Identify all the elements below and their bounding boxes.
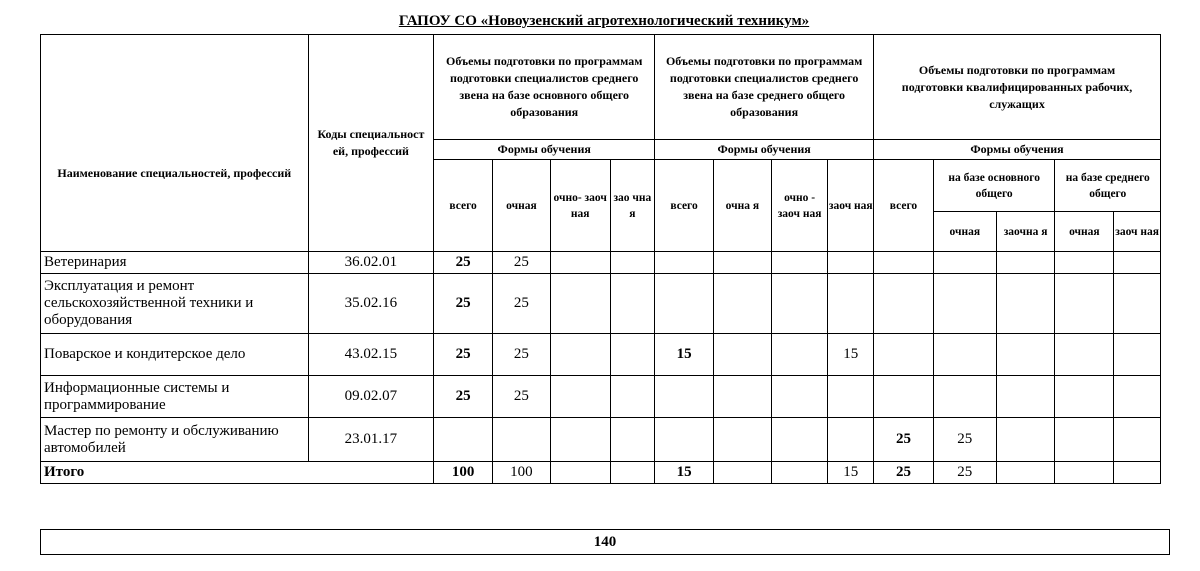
table-row [41,274,1161,334]
cell [1055,252,1114,274]
col-g1-distance: зао чна я [610,160,655,252]
cell [550,252,610,274]
cell [713,334,771,376]
cell: 15 [828,462,874,484]
cell: 100 [493,462,551,484]
cell [550,418,610,462]
forms-header-1: Формы обучения [434,140,655,160]
cell [1114,274,1161,334]
cell [550,376,610,418]
table-row [41,334,1161,376]
cell [874,252,934,274]
cell [610,252,655,274]
col-g3-base-basic: на базе основного общего [933,160,1055,212]
col-g3-base-secondary: на базе среднего общего [1055,160,1161,212]
row-code: 36.02.01 [308,252,434,274]
cell [771,252,828,274]
cell [828,252,874,274]
col-g3-basic-distance: заочна я [996,212,1055,252]
cell: 100 [434,462,493,484]
cell [996,334,1055,376]
cell [828,418,874,462]
row-name: Мастер по ремонту и обслуживанию автомобилей [41,418,309,462]
cell [610,334,655,376]
header-group-workers: Объемы подготовки по программам подготовки квалифицированных рабочих, служащих [874,35,1161,140]
cell [996,376,1055,418]
cell: 15 [655,462,714,484]
cell [933,334,996,376]
cell [996,252,1055,274]
cell [874,334,934,376]
table-row [41,376,1161,418]
cell [1055,274,1114,334]
cell: 25 [874,418,934,462]
col-g1-fulltime: очная [493,160,551,252]
cell [550,334,610,376]
cell [493,418,551,462]
cell [610,376,655,418]
col-g2-parttime: очно - заоч ная [771,160,828,252]
cell [996,418,1055,462]
col-g2-distance: заоч ная [828,160,874,252]
row-name: Поварское и кондитерское дело [41,334,309,376]
cell [1114,376,1161,418]
cell [771,376,828,418]
col-g1-total: всего [434,160,493,252]
forms-header-3: Формы обучения [874,140,1161,160]
cell [933,376,996,418]
header-group-basic: Объемы подготовки по программам подготовки специалистов среднего звена на базе основного общего образования [434,35,655,140]
cell: 25 [493,274,551,334]
cell: 25 [434,334,493,376]
cell [655,274,714,334]
row-code: 23.01.17 [308,418,434,462]
cell [828,376,874,418]
col-g2-fulltime: очна я [713,160,771,252]
cell [1114,462,1161,484]
cell [771,334,828,376]
cell [828,274,874,334]
grand-total-table [40,529,1170,555]
cell [874,376,934,418]
cell: 25 [434,274,493,334]
cell [1055,376,1114,418]
cell [1114,334,1161,376]
cell: 25 [493,376,551,418]
cell [1055,418,1114,462]
training-volume-table [40,34,1161,484]
cell [771,418,828,462]
col-g3-total: всего [874,160,934,252]
cell [434,418,493,462]
cell [655,376,714,418]
cell [550,462,610,484]
table-row [41,252,1161,274]
cell [1055,462,1114,484]
cell [996,462,1055,484]
table-row [41,418,1161,462]
cell [1055,334,1114,376]
cell: 25 [874,462,934,484]
cell [655,418,714,462]
col-g2-total: всего [655,160,714,252]
row-name: Эксплуатация и ремонт сельскохозяйственной техники и оборудования [41,274,309,334]
header-name: Наименование специальностей, профессий [41,35,309,252]
cell [1114,418,1161,462]
cell [713,274,771,334]
cell [713,252,771,274]
cell [771,274,828,334]
col-g3-secondary-distance: заоч ная [1114,212,1161,252]
cell: 25 [493,252,551,274]
cell [996,274,1055,334]
header-group-secondary: Объемы подготовки по программам подготовки специалистов среднего звена на базе среднего общего образования [655,35,874,140]
cell: 15 [655,334,714,376]
grand-total: 140 [41,530,1170,555]
cell [610,462,655,484]
document-title: ГАПОУ СО «Новоузенский агротехнологический техникум» [398,13,810,29]
cell [933,252,996,274]
cell [1114,252,1161,274]
row-code: 09.02.07 [308,376,434,418]
cell: 25 [933,418,996,462]
cell [713,462,771,484]
cell: 25 [434,376,493,418]
cell [713,418,771,462]
cell: 25 [434,252,493,274]
cell [771,462,828,484]
row-name: Ветеринария [41,252,309,274]
cell [933,274,996,334]
total-row [41,462,1161,484]
cell [655,252,714,274]
row-code: 43.02.15 [308,334,434,376]
col-g3-basic-fulltime: очная [933,212,996,252]
cell [874,274,934,334]
total-label: Итого [41,462,434,484]
row-name: Информационные системы и программирование [41,376,309,418]
row-code: 35.02.16 [308,274,434,334]
header-codes: Коды специальност ей, профессий [308,35,434,252]
cell: 25 [493,334,551,376]
cell: 15 [828,334,874,376]
col-g1-parttime: очно- заоч ная [550,160,610,252]
cell [713,376,771,418]
cell [610,418,655,462]
forms-header-2: Формы обучения [655,140,874,160]
cell [550,274,610,334]
cell [610,274,655,334]
col-g3-secondary-fulltime: очная [1055,212,1114,252]
cell: 25 [933,462,996,484]
